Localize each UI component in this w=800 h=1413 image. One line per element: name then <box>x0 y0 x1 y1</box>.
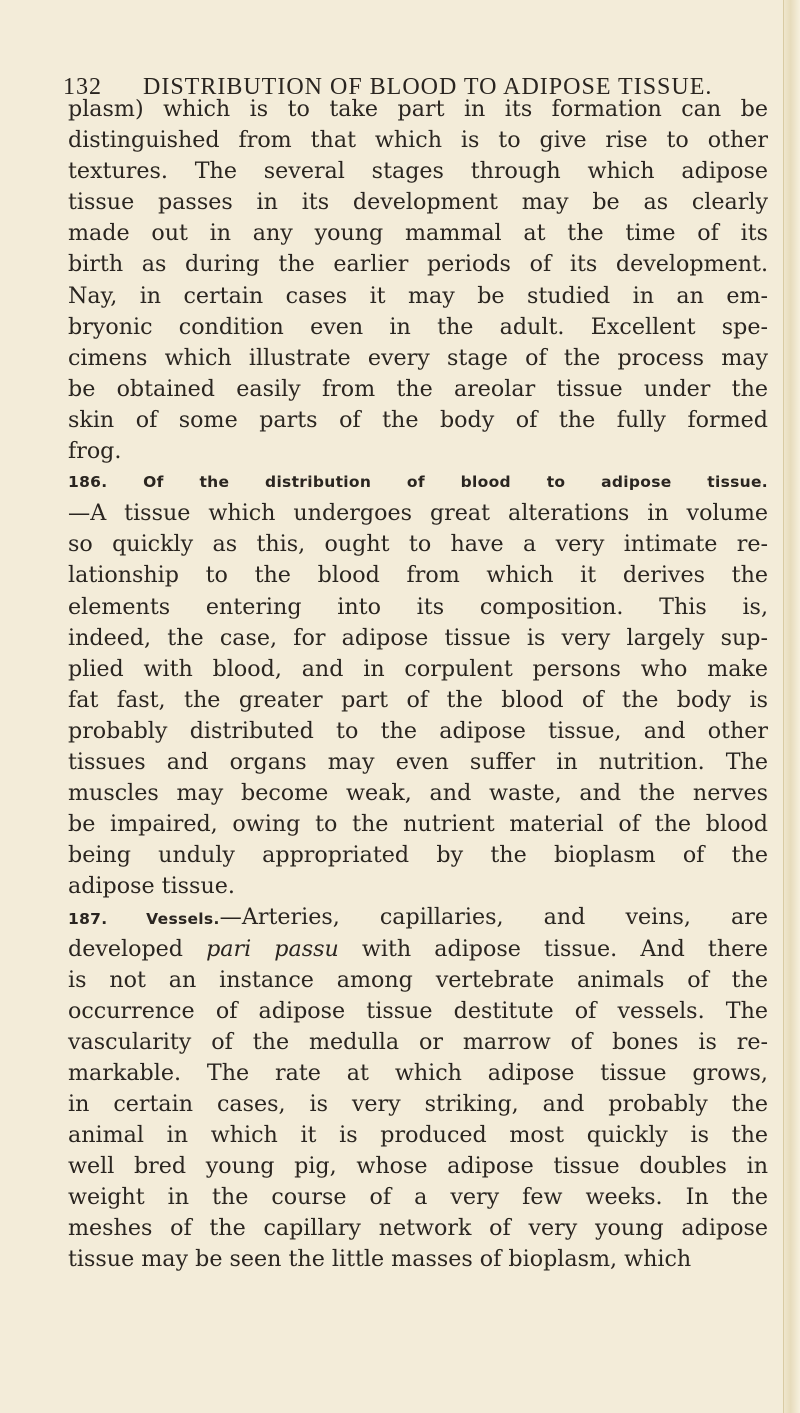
section-186 <box>68 467 768 902</box>
text-line: lationship to the blood from which it derives the <box>68 562 768 589</box>
text-line: vascularity of the medulla or marrow of bones is re- <box>68 1028 768 1055</box>
text-line: probably distributed to the adipose tissue, and other <box>68 717 768 744</box>
body-text <box>68 94 768 1276</box>
text-line: birth as during the earlier periods of its development. <box>68 251 768 278</box>
section-heading: 186. Of the distribution of blood to adipose tissue. <box>68 473 768 492</box>
text-line: be impaired, owing to the nutrient material of the blood <box>68 811 768 838</box>
text-line <box>68 934 768 965</box>
page-number: 132 <box>63 74 102 100</box>
text-line: muscles may become weak, and waste, and the nerves <box>68 780 768 807</box>
text-line: indeed, the case, for adipose tissue is very largely sup- <box>68 624 768 651</box>
text-line: Nay, in certain cases it may be studied in an em- <box>68 282 768 309</box>
section-187 <box>68 902 768 1275</box>
text-line: skin of some parts of the body of the fully formed <box>68 406 768 433</box>
paragraph-intro <box>68 94 768 467</box>
text-line: plied with blood, and in corpulent persons who make <box>68 655 768 682</box>
text-line <box>68 902 768 933</box>
text-line: animal in which it is produced most quickly is the <box>68 1122 768 1149</box>
text-line: —A tissue which undergoes great alterations in volume <box>68 500 768 527</box>
text-line: tissue passes in its development may be as clearly <box>68 189 768 216</box>
text-line: markable. The rate at which adipose tissue grows, <box>68 1059 768 1086</box>
text-run: —Arteries, capillaries, and veins, are <box>219 904 768 931</box>
text-line: tissues and organs may even suffer in nutrition. The <box>68 748 768 775</box>
text-line: in certain cases, is very striking, and probably the <box>68 1091 768 1117</box>
text-line: be obtained easily from the areolar tissue under the <box>68 375 768 402</box>
text-line: fat fast, the greater part of the blood of the body is <box>68 686 768 713</box>
running-title: DISTRIBUTION OF BLOOD TO ADIPOSE TISSUE. <box>143 74 713 100</box>
text-line: tissue may be seen the little masses of bioplasm, which <box>68 1246 692 1273</box>
text-line: plasm) which is to take part in its formation can be <box>68 96 768 122</box>
text-line: being unduly appropriated by the bioplasm of the <box>68 842 768 869</box>
text-run: developed <box>68 935 183 962</box>
text-line: weight in the course of a very few weeks. In the <box>68 1184 768 1211</box>
text-line: so quickly as this, ought to have a very intimate re- <box>68 531 768 558</box>
section-heading: 187. Vessels. <box>68 910 220 929</box>
italic-phrase: pari passu <box>206 935 339 962</box>
text-line: well bred young pig, whose adipose tissue doubles in <box>68 1153 768 1180</box>
text-line: is not an instance among vertebrate animals of the <box>68 966 768 993</box>
text-line: distinguished from that which is to give rise to other <box>68 127 768 154</box>
text-line: frog. <box>68 438 122 465</box>
text-line: textures. The several stages through which adipose <box>68 158 768 185</box>
text-line: meshes of the capillary network of very young adipose <box>68 1215 768 1242</box>
text-line: occurrence of adipose tissue destitute of vessels. The <box>68 997 768 1024</box>
text-run: with adipose tissue. And there <box>361 935 768 962</box>
page-edge <box>783 0 800 1413</box>
text-line: elements entering into its composition. This is, <box>68 593 768 620</box>
text-line: cimens which illustrate every stage of the process may <box>68 344 768 371</box>
text-line: adipose tissue. <box>68 873 235 900</box>
text-line: made out in any young mammal at the time of its <box>68 220 768 247</box>
text-line: bryonic condition even in the adult. Excellent spe- <box>68 313 768 340</box>
